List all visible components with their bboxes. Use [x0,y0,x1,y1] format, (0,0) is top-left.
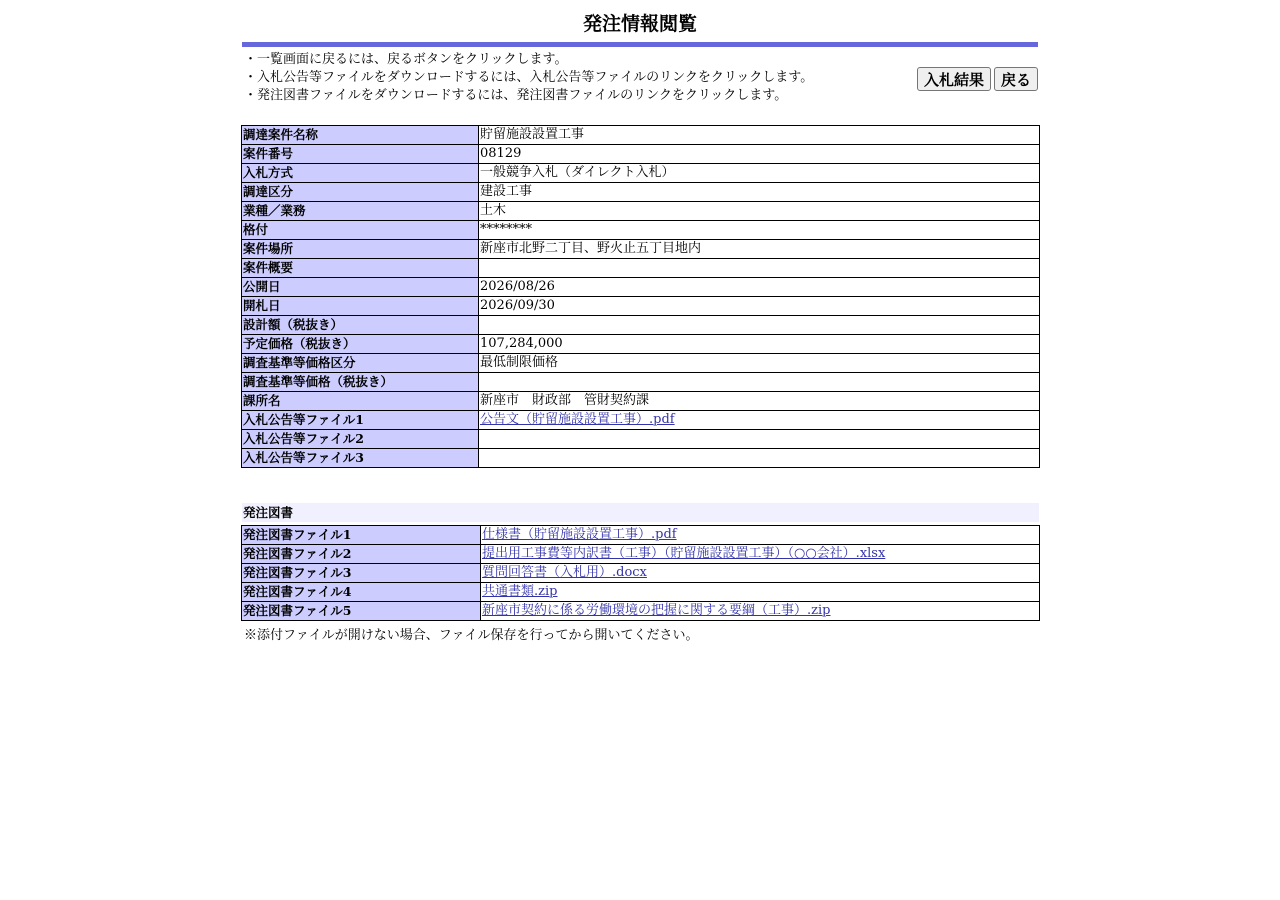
row-label: 設計額（税抜き） [242,316,479,335]
back-button[interactable]: 戻る [994,67,1038,91]
row-label: 公開日 [242,278,479,297]
row-label: 業種／業務 [242,202,479,221]
row-value: 新座市北野二丁目、野火止五丁目地内 [479,240,1040,259]
row-label: 予定価格（税抜き） [242,335,479,354]
row-label: 発注図書ファイル2 [242,545,481,564]
row-value [479,430,1040,449]
instruction-line: ・発注図書ファイルをダウンロードするには、発注図書ファイルのリンクをクリックします。 [244,88,788,103]
row-value [479,259,1040,278]
row-value [479,449,1040,468]
row-value [479,411,1040,430]
row-value: 08129 [479,145,1040,164]
row-label: 発注図書ファイル5 [242,602,481,621]
row-label: 調査基準等価格区分 [242,354,479,373]
row-value: 最低制限価格 [479,354,1040,373]
row-label: 発注図書ファイル1 [242,526,481,545]
row-value: 一般競争入札（ダイレクト入札） [479,164,1040,183]
table-row [242,564,1040,583]
table-row [242,602,1040,621]
bid-results-button[interactable]: 入札結果 [917,67,991,91]
row-value [481,583,1040,602]
row-value [481,526,1040,545]
row-label: 案件番号 [242,145,479,164]
row-label: 調査基準等価格（税抜き） [242,373,479,392]
table-row [242,335,1040,354]
table-row [242,411,1040,430]
row-label: 格付 [242,221,479,240]
file-link[interactable]: 公告文（貯留施設設置工事）.pdf [480,412,675,427]
row-value: ******** [479,221,1040,240]
table-row [242,145,1040,164]
table-row [242,316,1040,335]
row-label: 発注図書ファイル4 [242,583,481,602]
table-row [242,354,1040,373]
table-row [242,221,1040,240]
table-row [242,392,1040,411]
row-label: 調達区分 [242,183,479,202]
table-row [242,183,1040,202]
file-link[interactable]: 新座市契約に係る労働環境の把握に関する要綱（工事）.zip [482,603,831,618]
row-value: 2026/09/30 [479,297,1040,316]
file-link[interactable]: 提出用工事費等内訳書（工事）（貯留施設設置工事）（○○会社）.xlsx [482,546,886,561]
instruction-line: ・入札公告等ファイルをダウンロードするには、入札公告等ファイルのリンクをクリックします。 [244,70,814,85]
row-label: 案件概要 [242,259,479,278]
table-row [242,240,1040,259]
row-label: 入札公告等ファイル2 [242,430,479,449]
table-row [242,297,1040,316]
file-link[interactable]: 仕様書（貯留施設設置工事）.pdf [482,527,677,542]
row-value: 107,284,000 [479,335,1040,354]
intro-area [241,47,1039,125]
table-row [242,164,1040,183]
row-label: 入札公告等ファイル3 [242,449,479,468]
footer-note: ※添付ファイルが開けない場合、ファイル保存を行ってから開いてください。 [244,628,699,643]
documents-section-title: 発注図書 [242,503,1039,522]
table-row [242,278,1040,297]
row-label: 課所名 [242,392,479,411]
page-title: 発注情報閲覧 [582,13,697,35]
row-label: 入札公告等ファイル1 [242,411,479,430]
table-row [242,583,1040,602]
row-value [481,545,1040,564]
table-row [242,430,1040,449]
instruction-line: ・一覧画面に戻るには、戻るボタンをクリックします。 [244,52,568,67]
page-container [241,0,1039,643]
table-row [242,259,1040,278]
row-label: 案件場所 [242,240,479,259]
row-value [481,602,1040,621]
documents-table [241,525,1040,621]
row-label: 発注図書ファイル3 [242,564,481,583]
file-link[interactable]: 共通書類.zip [482,584,558,599]
row-value [479,316,1040,335]
row-value: 貯留施設設置工事 [479,126,1040,145]
row-label: 開札日 [242,297,479,316]
row-value: 建設工事 [479,183,1040,202]
table-row [242,526,1040,545]
table-row [242,545,1040,564]
instructions [244,51,813,105]
row-value: 2026/08/26 [479,278,1040,297]
details-table [241,125,1040,468]
table-row [242,126,1040,145]
file-link[interactable]: 質問回答書（入札用）.docx [482,565,647,580]
row-value [481,564,1040,583]
action-buttons [917,67,1038,91]
row-label: 調達案件名称 [242,126,479,145]
row-label: 入札方式 [242,164,479,183]
table-row [242,373,1040,392]
row-value: 新座市 財政部 管財契約課 [479,392,1040,411]
table-row [242,449,1040,468]
row-value [479,373,1040,392]
table-row [242,202,1040,221]
row-value: 土木 [479,202,1040,221]
